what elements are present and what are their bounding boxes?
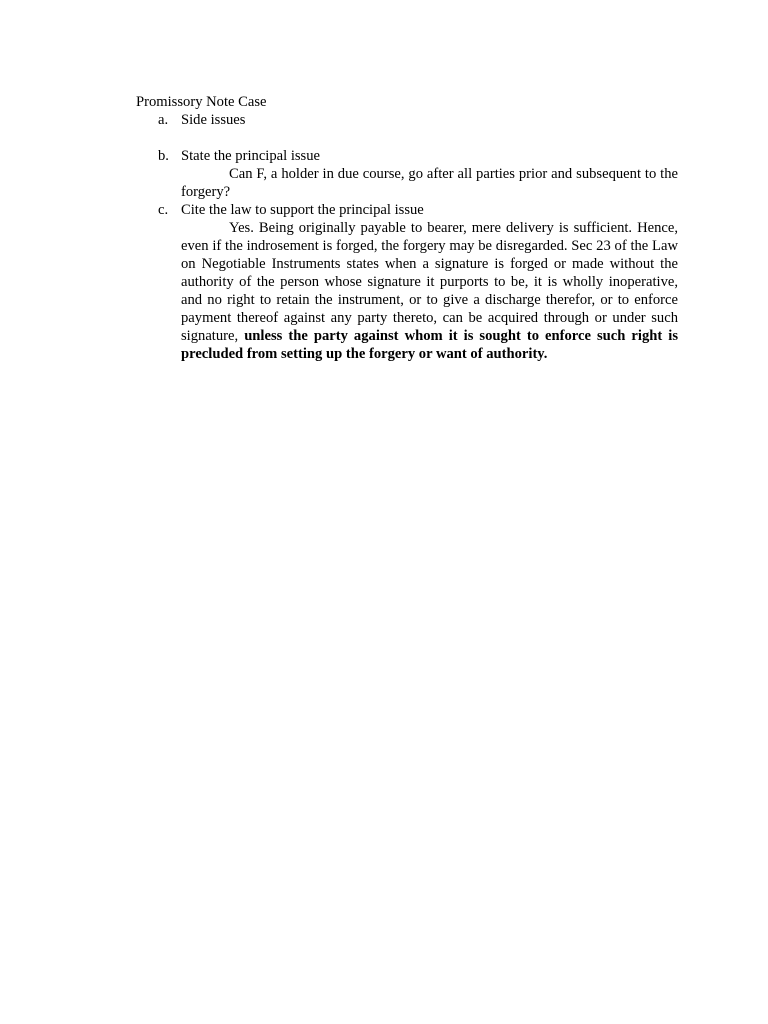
document-title: Promissory Note Case (136, 94, 267, 110)
item-body: Can F, a holder in due course, go after all parties prior and subsequent to the forgery? (181, 166, 678, 200)
list-marker: c. (158, 202, 169, 218)
list-item-side-issues (136, 111, 678, 129)
body-regular-text: Yes. Being originally payable to bearer, mere delivery is sufficient. Hence, even if the indrosement is forged, the forgery may be disregarded. Sec 23 of the Law on Negotiable Instruments states when a signature is forged or made without the authority of the person whose signature it purports to be, it is wholly inoperative, and no right to retain the instrument, or to give a discharge therefor, or to enforce payment thereof against any party thereto, can be acquired through or under such signature, (181, 220, 678, 344)
item-heading: Cite the law to support the principal issue (181, 202, 424, 218)
item-body (181, 219, 678, 363)
list-marker: b. (158, 148, 169, 164)
list-item-principal-issue (136, 147, 678, 201)
list-marker: a. (158, 112, 169, 128)
item-heading: State the principal issue (181, 148, 321, 164)
list-item-cite-law (136, 201, 678, 363)
body-bold-text: unless the party against whom it is sought to enforce such right is precluded from setting up the forgery or want of authority. (181, 328, 678, 362)
blank-line (136, 129, 678, 147)
item-heading: Side issues (181, 112, 246, 128)
issue-list (136, 111, 678, 363)
